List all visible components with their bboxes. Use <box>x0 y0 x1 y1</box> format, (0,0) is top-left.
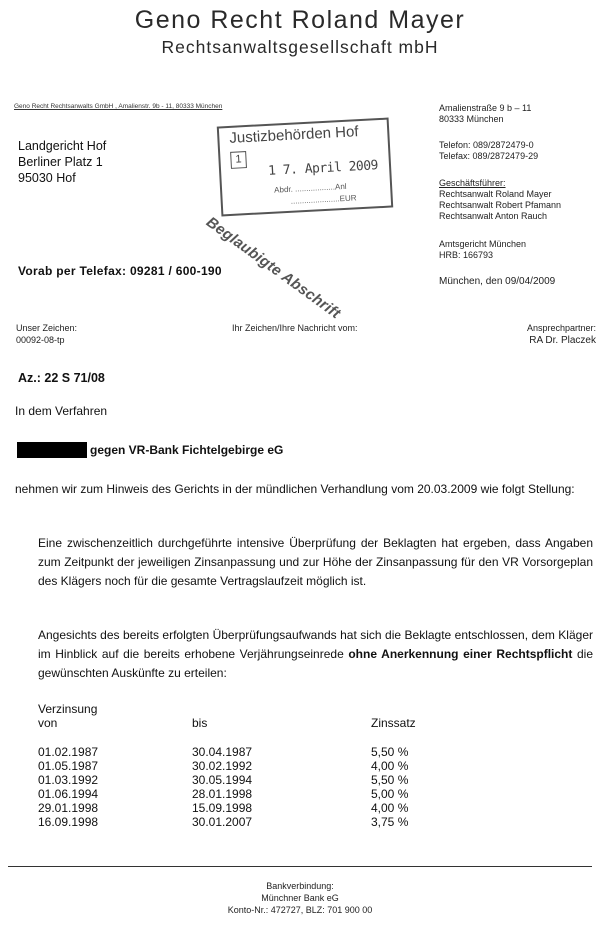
fax-notice: Vorab per Telefax: 09281 / 600-190 <box>18 264 222 278</box>
cell-zinssatz: 4,00 % <box>371 759 409 773</box>
recipient-line: 95030 Hof <box>18 171 76 185</box>
stamp-title: Justizbehörden Hof <box>228 123 359 147</box>
table-header-bis: bis <box>192 716 208 730</box>
firm-city: 80333 München <box>439 114 504 124</box>
cell-von: 01.06.1994 <box>38 787 99 801</box>
directors-heading: Geschäftsführer: <box>439 178 506 188</box>
table-row <box>38 745 458 758</box>
stamp-date: 1 7. April 2009 <box>267 158 379 179</box>
cell-bis: 30.04.1987 <box>192 745 253 759</box>
paragraph-review: Eine zwischenzeitlich durchgeführte intensive Überprüfung der Beklagten hat ergeben, dass Angaben zum Zeitpunkt der jeweiligen Zinsanpassung und zur Höhe der Zinsanpassung für den VR Vorsorgeplan des Klägers noch für die gesamte Vertragslaufzeit möglich ist. <box>38 536 593 588</box>
cell-von: 29.01.1998 <box>38 801 99 815</box>
cell-zinssatz: 5,00 % <box>371 787 409 801</box>
registry-number: HRB: 166793 <box>439 250 494 260</box>
cell-bis: 15.09.1998 <box>192 801 253 815</box>
director-name: Rechtsanwalt Robert Pfamann <box>439 200 562 210</box>
stamp-box-number: 1 <box>230 151 247 169</box>
director-name: Rechtsanwalt Roland Mayer <box>439 189 552 199</box>
our-ref-value: 00092-08-tp <box>16 335 65 345</box>
table-header-von: von <box>38 716 58 730</box>
paragraph-decision-end: die gewünschten Auskünfte zu erteilen: <box>38 647 593 680</box>
cell-zinssatz: 3,75 % <box>371 815 409 829</box>
redacted-plaintiff <box>17 442 87 458</box>
firm-street: Amalienstraße 9 b – 11 <box>439 103 532 113</box>
bank-account: Konto-Nr.: 472727, BLZ: 701 900 00 <box>227 905 373 915</box>
bank-name: Münchner Bank eG <box>261 893 339 903</box>
stamp-abdr-line: Abdr. ..................Anl <box>273 181 347 195</box>
intro-text: nehmen wir zum Hinweis des Gerichts in der mündlichen Verhandlung vom 20.03.2009 wie folgt Stellung: <box>15 482 575 496</box>
court-received-stamp <box>217 118 393 217</box>
registry-court: Amtsgericht München <box>439 239 527 249</box>
cell-von: 01.03.1992 <box>38 773 99 787</box>
cell-zinssatz: 5,50 % <box>371 745 409 759</box>
case-number: Az.: 22 S 71/08 <box>18 371 105 385</box>
director-name: Rechtsanwalt Anton Rauch <box>439 211 548 221</box>
cell-von: 01.05.1987 <box>38 759 99 773</box>
paragraph-decision <box>38 626 593 683</box>
table-header-row <box>38 716 458 729</box>
versus-defendant: gegen VR-Bank Fichtelgebirge eG <box>90 443 284 457</box>
firm-type: Rechtsanwaltsgesellschaft mbH <box>161 37 439 57</box>
cell-von: 16.09.1998 <box>38 815 99 829</box>
footer-divider <box>8 866 592 867</box>
table-header-zinssatz: Zinssatz <box>371 716 416 730</box>
sender-return-line: Geno Recht Rechtsanwalts GmbH , Amalienstr. 9b - 11, 80333 München <box>14 103 223 110</box>
cell-zinssatz: 5,50 % <box>371 773 409 787</box>
bank-label: Bankverbindung: <box>266 881 334 891</box>
table-row <box>38 801 458 814</box>
your-ref-label: Ihr Zeichen/Ihre Nachricht vom: <box>232 323 358 333</box>
certified-copy-stamp: Beglaubigte Abschrift <box>203 213 344 323</box>
table-row <box>38 815 458 828</box>
cell-zinssatz: 4,00 % <box>371 801 409 815</box>
cell-bis: 30.01.2007 <box>192 815 253 829</box>
stamp-eur-line: ......................EUR <box>290 193 357 206</box>
table-row <box>38 773 458 786</box>
table-row <box>38 787 458 800</box>
contact-label: Ansprechpartner: <box>526 323 596 333</box>
our-ref-label: Unser Zeichen: <box>16 323 78 333</box>
table-row <box>38 759 458 772</box>
recipient-address <box>18 138 106 186</box>
contact-value: RA Dr. Placzek <box>529 335 596 346</box>
recipient-line: Berliner Platz 1 <box>18 155 103 169</box>
cell-von: 01.02.1987 <box>38 745 99 759</box>
paragraph-decision-bold: ohne Anerkennung einer Rechtspflicht <box>348 647 573 661</box>
place-date: München, den 09/04/2009 <box>439 276 556 287</box>
recipient-line: Landgericht Hof <box>18 139 107 153</box>
cell-bis: 30.02.1992 <box>192 759 253 773</box>
firm-name: Geno Recht Roland Mayer <box>134 6 466 34</box>
in-proceedings: In dem Verfahren <box>15 404 108 418</box>
cell-bis: 28.01.1998 <box>192 787 253 801</box>
paragraph-decision-start: Angesichts des bereits erfolgten Überprüfungsaufwands hat sich die Beklagte entschlossen, dem Kläger im Hinblick auf die bereits erhobene Verjährungseinrede <box>38 628 593 661</box>
firm-fax: Telefax: 089/2872479-29 <box>439 151 539 161</box>
firm-phone: Telefon: 089/2872479-0 <box>439 140 534 150</box>
table-header-verzinsung: Verzinsung <box>38 702 98 716</box>
cell-bis: 30.05.1994 <box>192 773 253 787</box>
